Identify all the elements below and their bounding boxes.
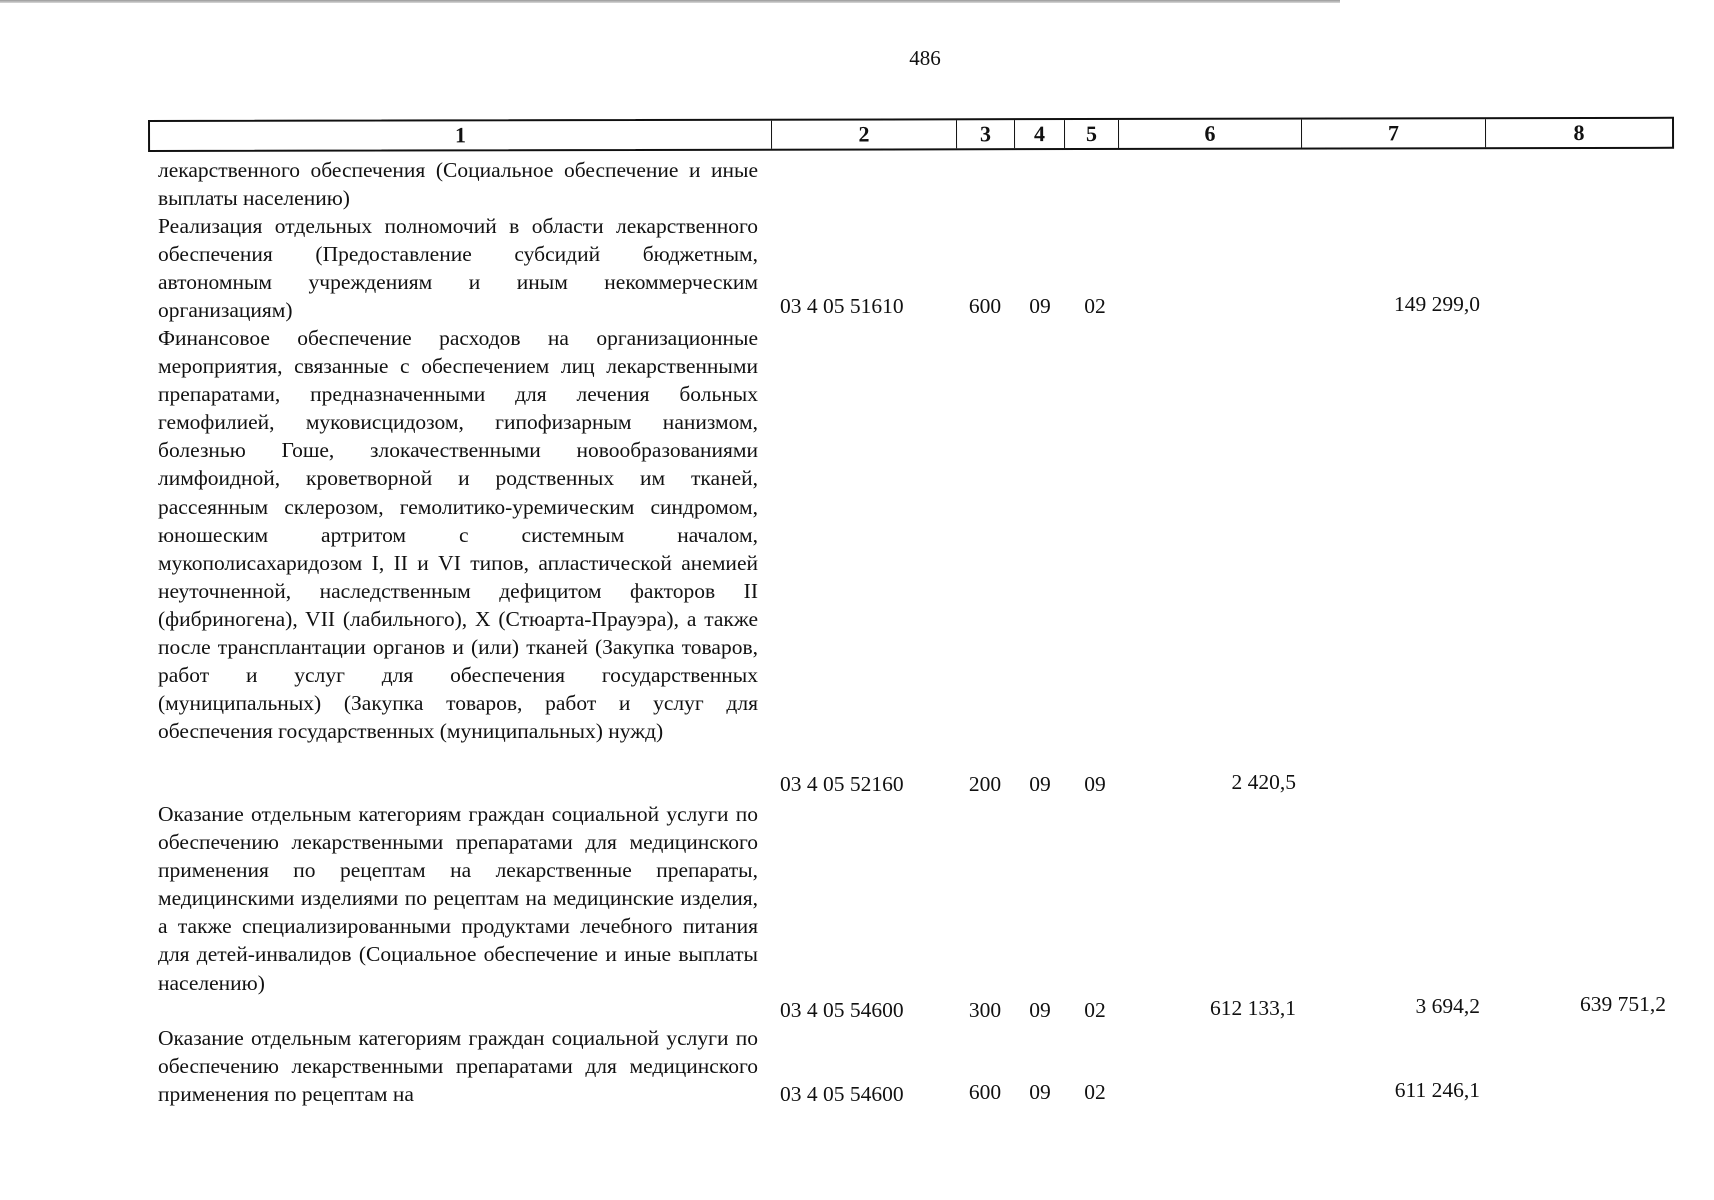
- row-col-7: 149 299,0: [1394, 292, 1480, 316]
- row-col-6: 612 133,1: [1210, 996, 1296, 1020]
- row-col-4: 09: [1029, 1080, 1051, 1104]
- row-col-5: 02: [1084, 998, 1106, 1022]
- header-col-5: 5: [1065, 120, 1119, 148]
- table-header: [148, 117, 1674, 152]
- row-col-8: 639 751,2: [1580, 992, 1666, 1016]
- table-row-description: Финансовое обеспечение расходов на организационные мероприятия, связанные с обеспечением лиц лекарственными препаратами, предназначенными для лечения больных гемофилией, муковисцидозом, гипофизарным нанизмом, болезнью Гоше, злокачественными новообразованиями лимфоидной, кроветворной и родственных им тканей, рассеянным склерозом, гемолитико-уремическим синдромом, юношеским артритом с системным началом, мукополисахаридозом I, II и VI типов, апластической анемией неуточненной, наследственным дефицитом факторов II (фибриногена), VII (лабильного), X (Стюарта-Прауэра), а также после трансплантации органов и (или) тканей (Закупка товаров, работ и услуг для обеспечения государственных (муниципальных) (Закупка товаров, работ и услуг для обеспечения государственных (муниципальных) нужд): [158, 326, 758, 744]
- table-row-description: Оказание отдельным категориям граждан социальной услуги по обеспечению лекарственными препаратами для медицинского применения по рецептам на лекарственные препараты, медицинскими изделиями по рецептам на медицинские изделия, а также специализированными продуктами лечебного питания для детей-инвалидов (Социальное обеспечение и иные выплаты населению): [158, 802, 758, 995]
- scan-edge: [0, 0, 1340, 3]
- row-col-4: 09: [1029, 772, 1051, 796]
- row-col-3: 200: [968, 772, 1002, 796]
- row-col-5: 09: [1084, 772, 1106, 796]
- row-code: 03 4 05 52160: [780, 772, 904, 796]
- row-col-3: 600: [968, 1080, 1002, 1104]
- table-row-description: Реализация отдельных полномочий в области лекарственного обеспечения (Предоставление субсидий бюджетным, автономным учреждениям и иным некоммерческим организациям): [158, 214, 758, 323]
- header-col-4: 4: [1015, 120, 1065, 148]
- table-row-description: лекарственного обеспечения (Социальное обеспечение и иные выплаты населению): [158, 158, 758, 211]
- header-col-1: 1: [150, 121, 772, 150]
- row-col-7: 3 694,2: [1415, 994, 1480, 1018]
- header-col-6: 6: [1119, 120, 1302, 148]
- row-col-3: 600: [968, 294, 1002, 318]
- header-col-7: 7: [1302, 119, 1486, 147]
- table-row-description: Оказание отдельным категориям граждан социальной услуги по обеспечению лекарственными препаратами для медицинского применения по рецептам на: [158, 1026, 758, 1107]
- row-col-5: 02: [1084, 1080, 1106, 1104]
- header-col-8: 8: [1573, 119, 1585, 146]
- row-col-5: 02: [1084, 294, 1106, 318]
- row-code: 03 4 05 54600: [780, 998, 904, 1022]
- row-code: 03 4 05 54600: [780, 1082, 904, 1106]
- row-col-6: 2 420,5: [1231, 770, 1296, 794]
- row-col-3: 300: [968, 998, 1002, 1022]
- header-col-3: 3: [957, 120, 1015, 148]
- row-code: 03 4 05 51610: [780, 294, 904, 318]
- page-number: 486: [909, 46, 941, 70]
- header-col-2: 2: [772, 120, 957, 148]
- row-col-7: 611 246,1: [1394, 1078, 1480, 1102]
- row-col-4: 09: [1029, 294, 1051, 318]
- row-col-4: 09: [1029, 998, 1051, 1022]
